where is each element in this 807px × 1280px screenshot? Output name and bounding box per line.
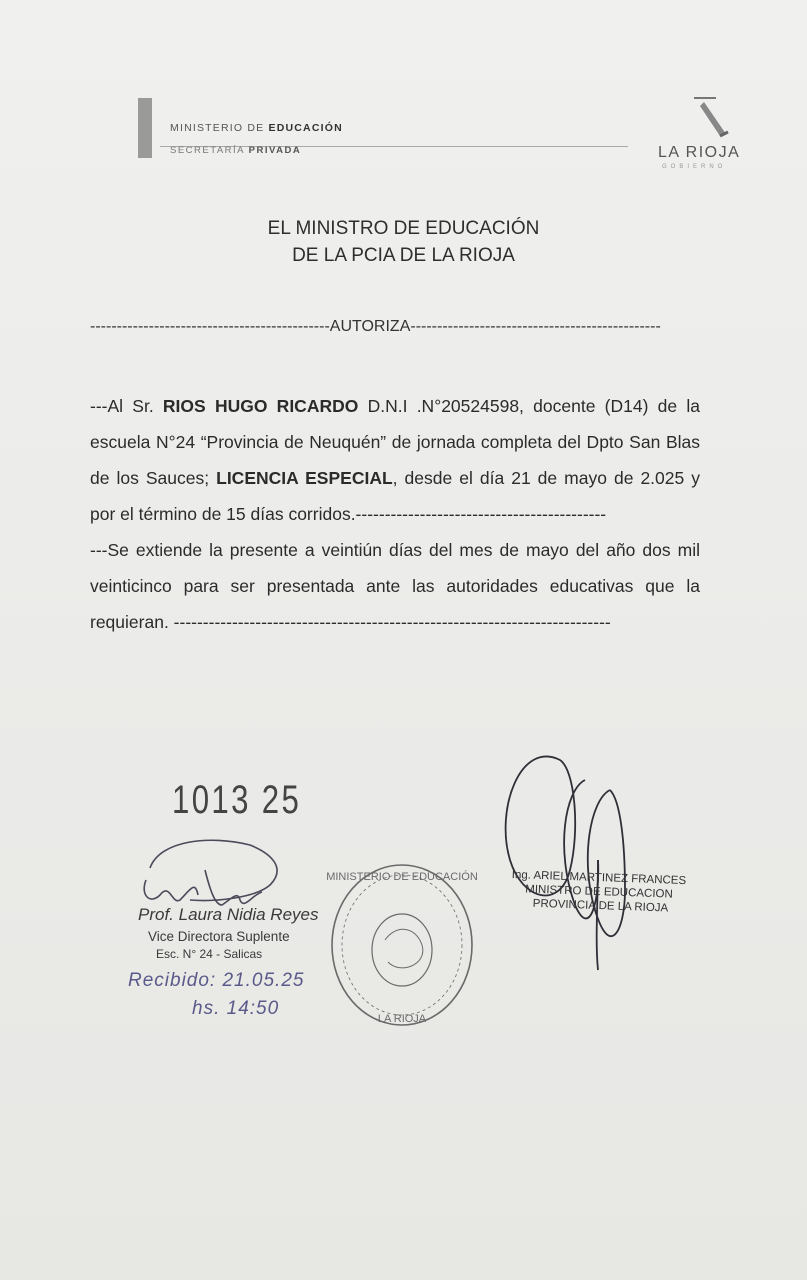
title-line-1: EL MINISTRO DE EDUCACIÓN [267, 218, 540, 239]
paragraph-1: ---Al Sr. RIOS HUGO RICARDO D.N.I .N°20524598, docente (D14) de la escuela N°24 “Provincia de Neuquén” de jornada completa del Dpto San Blas de los Sauces; LICENCIA ESPECIAL, desde el día 21 de mayo de 2.025 y por el término de 15 días corridos.------------------------------------------- [90, 396, 701, 524]
signer-role: Vice Directora Suplente [148, 929, 290, 944]
minister-province: PROVINCIA DE LA RIOJA [532, 897, 669, 915]
minister-title: MINISTRO DE EDUCACION [525, 883, 673, 901]
logo-subtext: GOBIERNO [662, 164, 727, 170]
header-ministry: MINISTERIO DE EDUCACIÓN [170, 122, 343, 134]
authorizes-heading: ---------------------------------------------AUTORIZA----------------------------------------------- [90, 318, 661, 335]
signer-name: Prof. Laura Nidia Reyes [138, 905, 319, 924]
ministry-seal [332, 865, 472, 1025]
signer-school: Esc. N° 24 - Salicas [156, 947, 263, 961]
stamp-number: 1013 25 [172, 778, 302, 822]
logo-text: LA RIOJA [658, 144, 741, 161]
right-signature-scribble [506, 756, 625, 970]
right-signature-block [511, 868, 687, 916]
paragraph-2: ---Se extiende la presente a veintiún días del mes de mayo del año dos mil veinticinco para ser presentada ante las autoridades educativas que la requieran. --------------------------------------------------------------------------- [90, 540, 700, 632]
title-line-2: DE LA PCIA DE LA RIOJA [292, 245, 515, 266]
minister-name: Ing. ARIEL MARTINEZ FRANCES [511, 868, 687, 888]
header-secretary: SECRETARÍA PRIVADA [170, 145, 302, 156]
seal-bottom-text: LA RIOJA [377, 1013, 427, 1025]
received-date: Recibido: 21.05.25 [128, 970, 305, 991]
seal-top-text: MINISTERIO DE EDUCACIÓN [326, 871, 478, 883]
left-signature-scribble [144, 840, 277, 905]
received-time: hs. 14:50 [192, 998, 280, 1019]
